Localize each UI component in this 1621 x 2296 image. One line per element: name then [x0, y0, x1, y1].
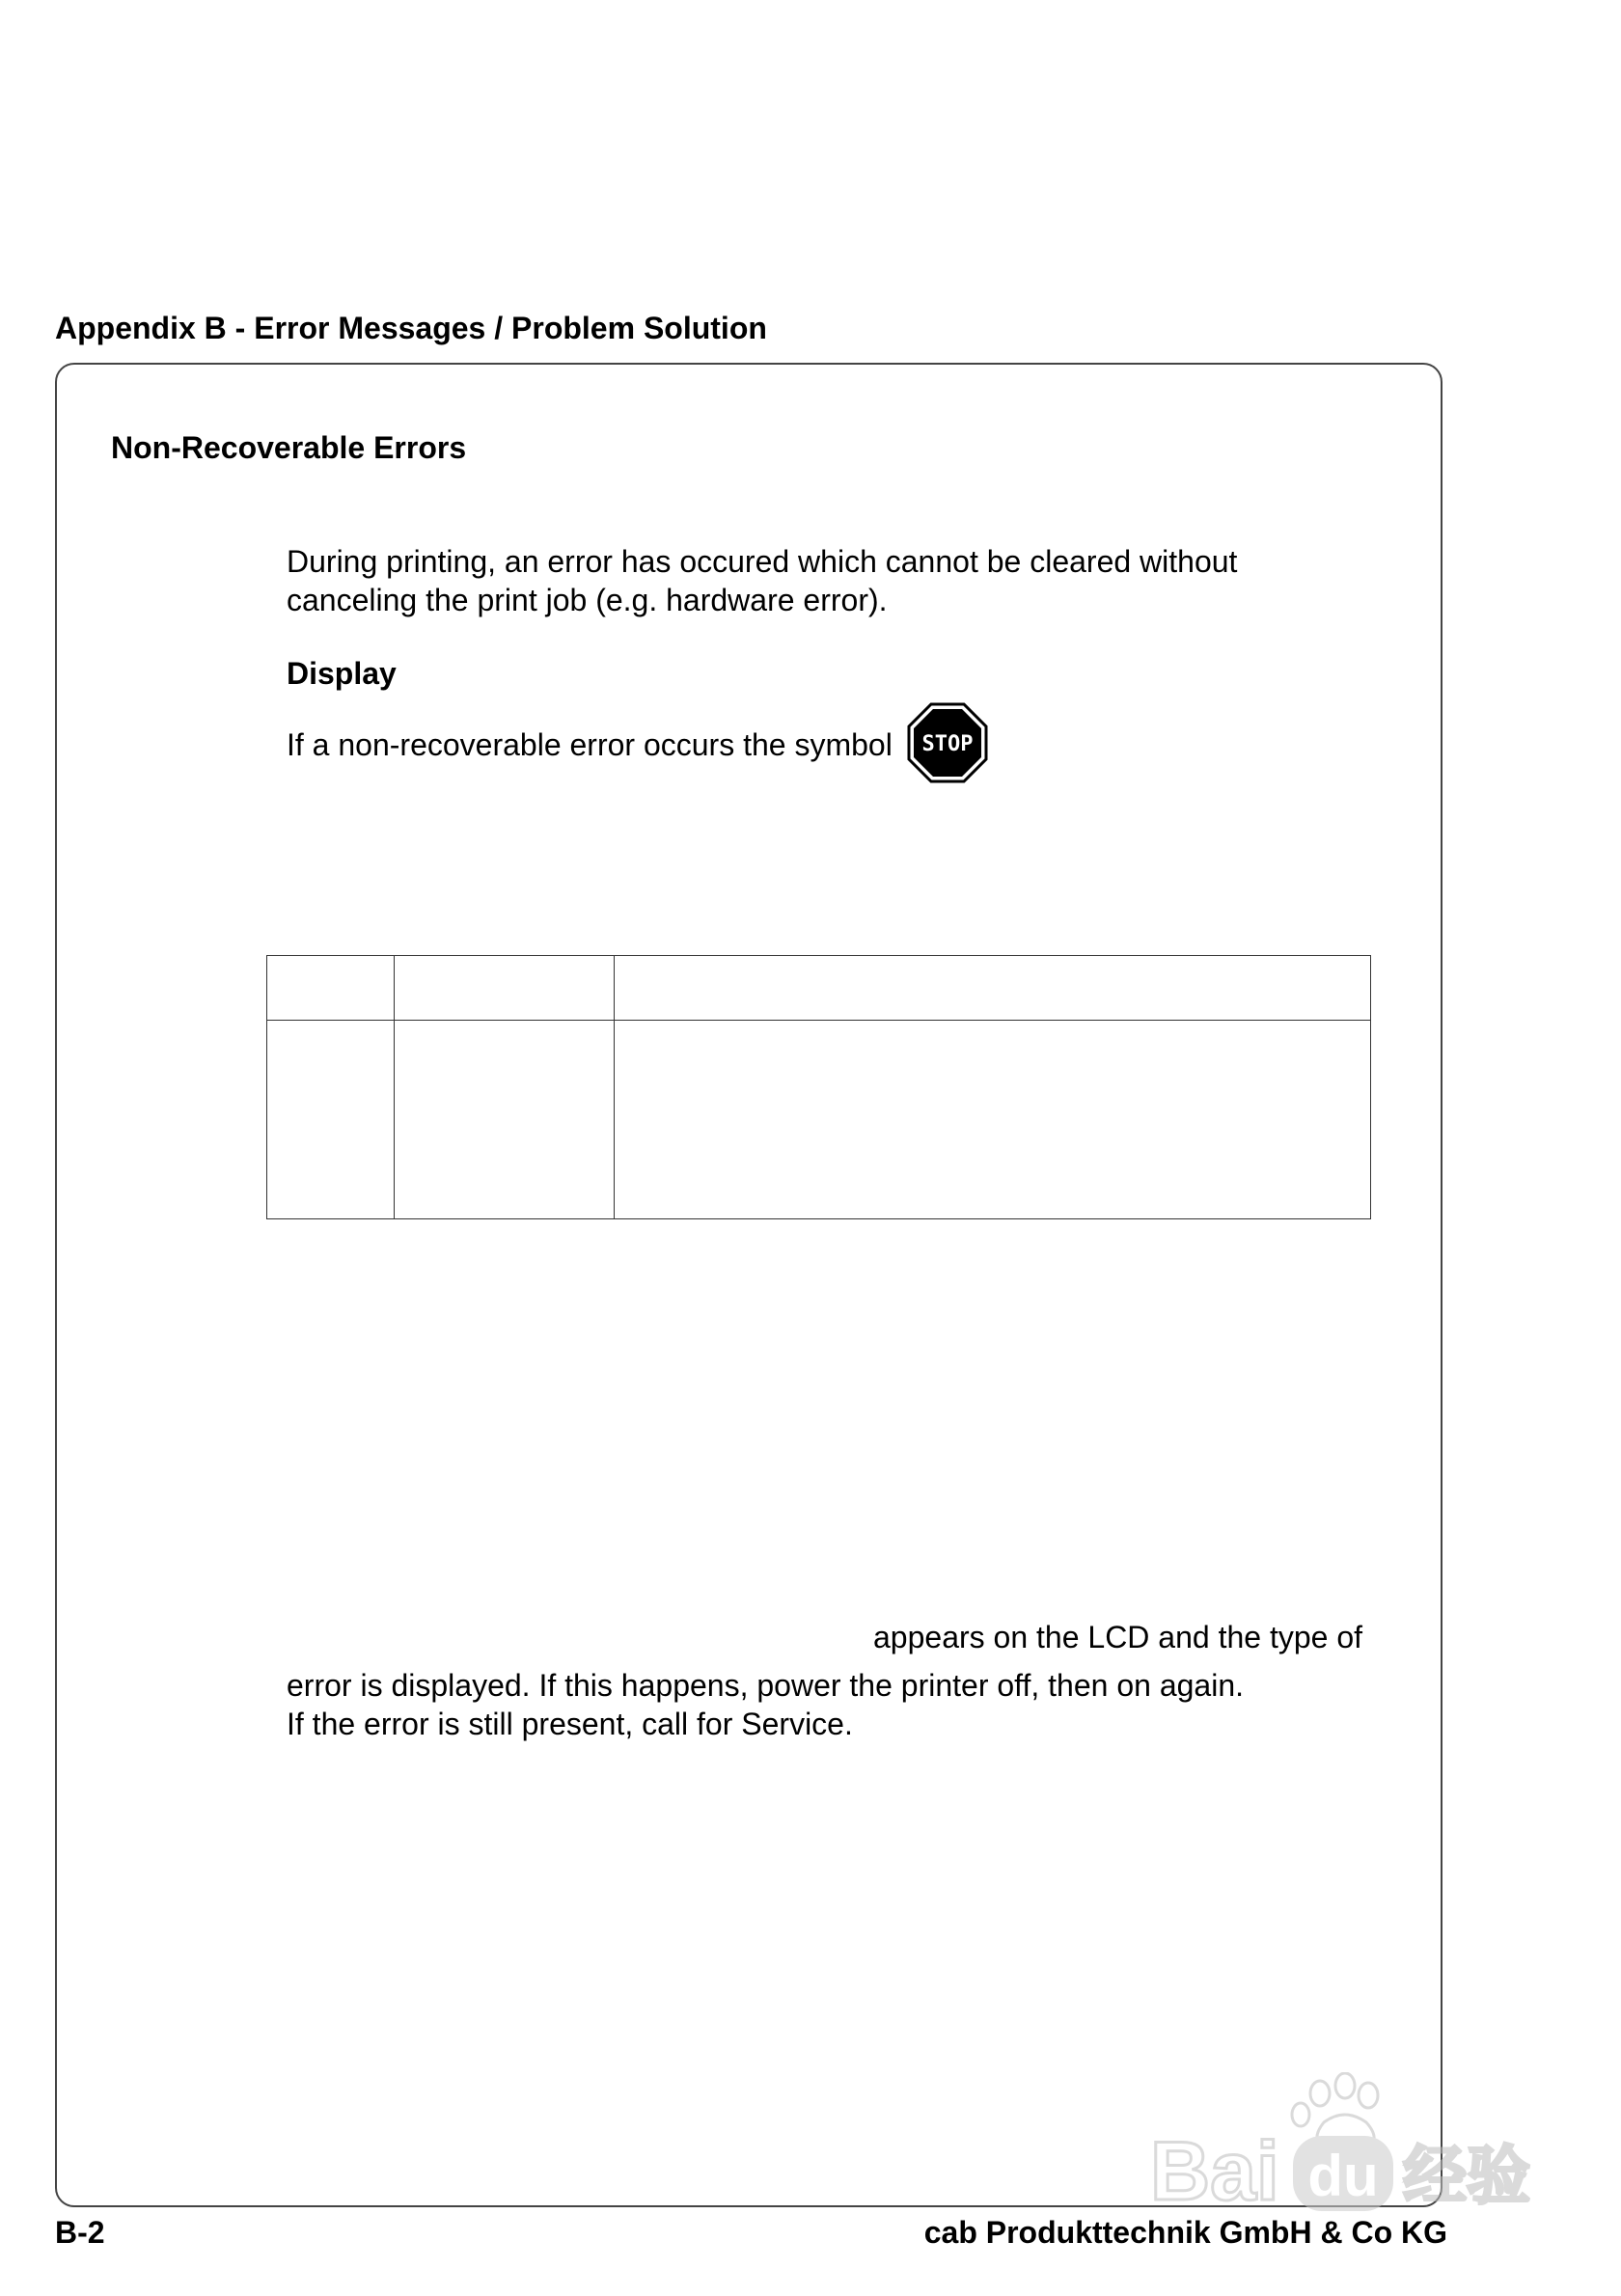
tail-paragraph [287, 1666, 1244, 1743]
error-table [266, 955, 1371, 1219]
table-cell [615, 1021, 1371, 1219]
intro-line: During printing, an error has occured which cannot be cleared without [287, 544, 1238, 579]
table-cell [395, 956, 615, 1021]
intro-line: canceling the print job (e.g. hardware error). [287, 583, 888, 617]
watermark-du: du [1307, 2144, 1379, 2208]
table-row [267, 1021, 1371, 1219]
tail-line: If the error is still present, call for Service. [287, 1707, 853, 1741]
tail-line: error is displayed. If this happens, power the printer off, then on again. [287, 1668, 1244, 1703]
lcd-sentence: appears on the LCD and the type of [873, 1620, 1363, 1654]
symbol-sentence: If a non-recoverable error occurs the symbol [287, 727, 893, 762]
table-cell [267, 956, 395, 1021]
table-cell [615, 956, 1371, 1021]
table-header-row [267, 956, 1371, 1021]
stop-sign-label: STOP [921, 732, 974, 756]
watermark-latin: Bai [1150, 2125, 1279, 2218]
table-cell [395, 1021, 615, 1219]
page-header-title: Appendix B - Error Messages / Problem Solution [55, 311, 767, 345]
footer-page-number: B-2 [55, 2215, 105, 2250]
table-cell [267, 1021, 395, 1219]
stop-sign-icon [907, 702, 988, 783]
watermark-cjk: 经验 [1403, 2139, 1530, 2213]
intro-paragraph [287, 542, 1237, 619]
section-title: Non-Recoverable Errors [111, 430, 467, 465]
content-frame [55, 363, 1442, 2207]
baidu-watermark [1131, 2072, 1536, 2236]
display-heading: Display [287, 656, 397, 691]
footer-company: cab Produkttechnik GmbH & Co KG [923, 2215, 1447, 2250]
